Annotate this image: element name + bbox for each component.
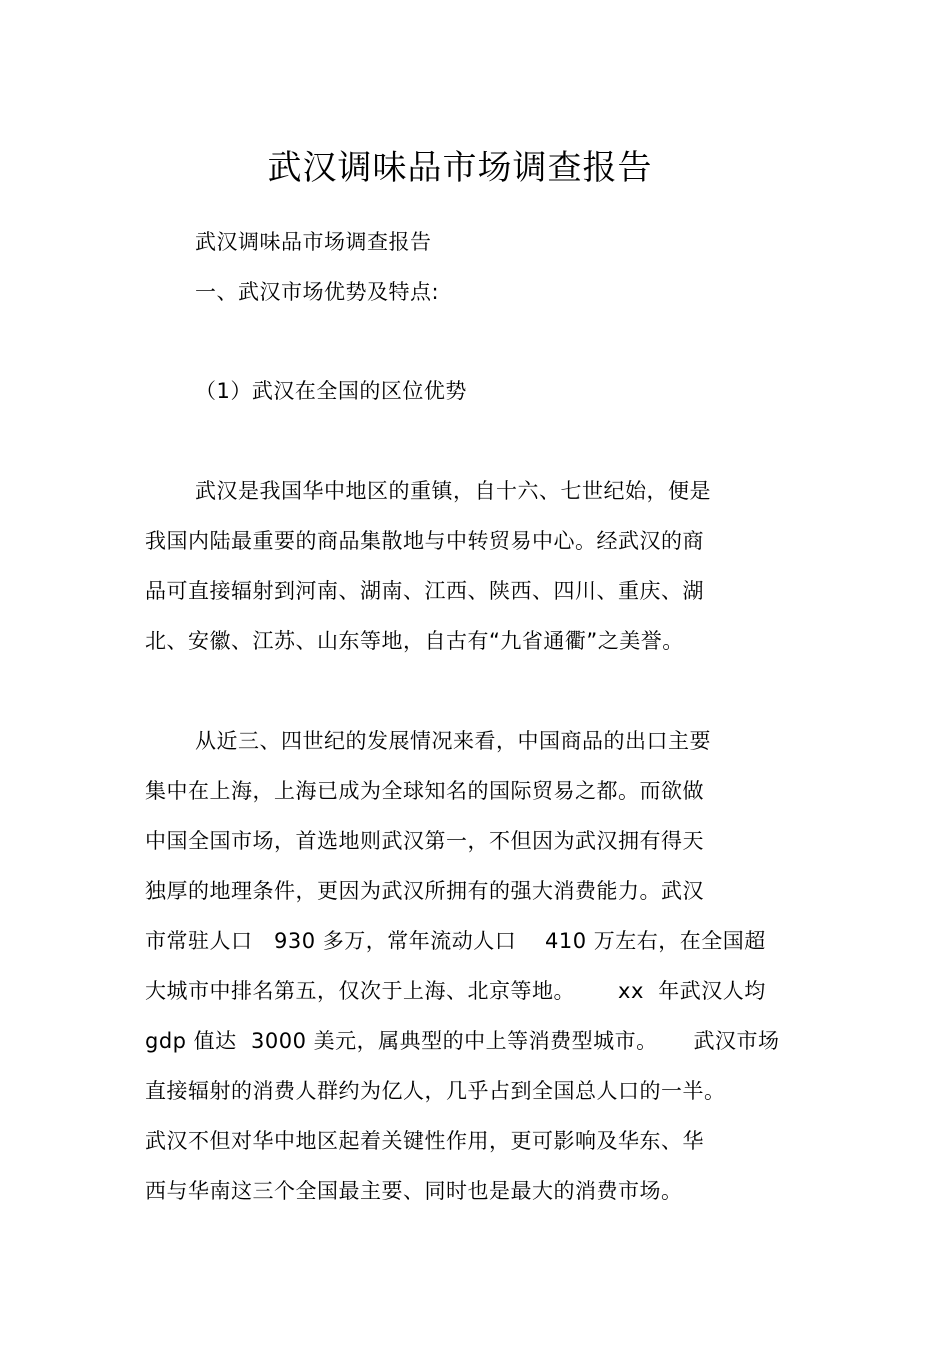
paragraph-2-line: gdp 值达 3000 美元，属典型的中上等消费型城市。 武汉市场: [145, 1029, 780, 1053]
document-title: 武汉调味品市场调查报告: [267, 147, 653, 188]
paragraph-2-line: 独厚的地理条件，更因为武汉所拥有的强大消费能力。武汉: [145, 879, 704, 903]
paragraph-2-line: 从近三、四世纪的发展情况来看，中国商品的出口主要: [195, 729, 711, 753]
paragraph-2-line: 中国全国市场，首选地则武汉第一，不但因为武汉拥有得天: [145, 829, 704, 853]
paragraph-2-line: 大城市中排名第五，仅次于上海、北京等地。 xx 年武汉人均: [145, 979, 766, 1003]
paragraph-2-line: 西与华南这三个全国最主要、同时也是最大的消费市场。: [145, 1179, 683, 1203]
subsection-heading: （1）武汉在全国的区位优势: [195, 379, 467, 403]
paragraph-2-line: 市常驻人口 930 多万，常年流动人口 410 万左右，在全国超: [145, 929, 766, 953]
paragraph-1-line: 我国内陆最重要的商品集散地与中转贸易中心。经武汉的商: [145, 529, 704, 553]
paragraph-2-line: 集中在上海，上海已成为全球知名的国际贸易之都。而欲做: [145, 779, 704, 803]
paragraph-2-line: 直接辐射的消费人群约为亿人，几乎占到全国总人口的一半。: [145, 1079, 726, 1103]
section-heading: 一、武汉市场优势及特点:: [195, 280, 440, 304]
document-subtitle: 武汉调味品市场调查报告: [195, 230, 432, 254]
paragraph-1-line: 北、安徽、江苏、山东等地，自古有“九省通衢”之美誉。: [145, 629, 684, 653]
paragraph-1-line: 品可直接辐射到河南、湖南、江西、陕西、四川、重庆、湖: [145, 579, 704, 603]
paragraph-1-line: 武汉是我国华中地区的重镇，自十六、七世纪始，便是: [195, 479, 711, 503]
paragraph-2-line: 武汉不但对华中地区起着关键性作用，更可影响及华东、华: [145, 1129, 704, 1153]
